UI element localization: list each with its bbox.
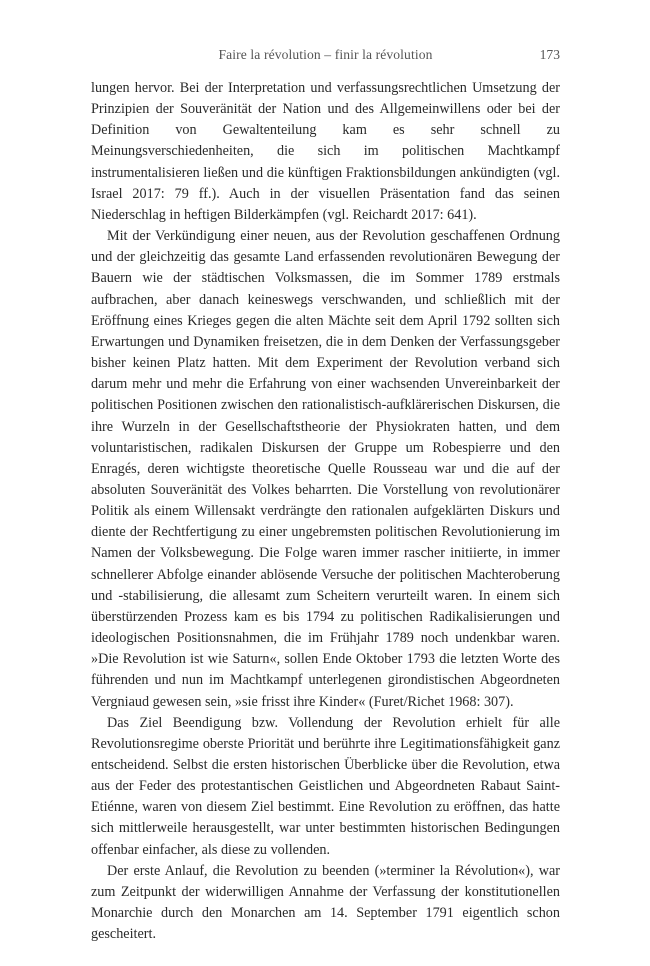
body-text (91, 78, 560, 945)
paragraph-1: lungen hervor. Bei der Interpretation und verfassungsrechtlichen Umsetzung der Prinzipien der Souveränität der Nation und des Allgemeinwillens oder bei der Definition von Gewaltenteilung kam es sehr schnell zu Meinungsverschiedenheiten, die sich im politischen Machtkampf instrumentalisieren ließen und die künftigen Fraktionsbildungen ankündigten (vgl. Israel 2017: 79 ff.). Auch in der visuellen Präsentation fand das seinen Niederschlag in heftigen Bilderkämpfen (vgl. Reichardt 2017: 641). (91, 80, 560, 223)
running-head-title: Faire la révolution – finir la révolution (218, 47, 433, 62)
running-head (91, 47, 560, 67)
paragraph-3: Das Ziel Beendigung bzw. Vollendung der Revolution erhielt für alle Revolutionsregime oberste Priorität und berührte ihre Legitimationsfähigkeit ganz entscheidend. Selbst die ersten historischen Überblicke über die Revolution, etwa aus der Feder des protestantischen Geistlichen und Abgeordneten Rabaut Saint-Etiénne, waren von diesem Ziel bestimmt. Eine Revolution zu eröffnen, das hatte sich mittlerweile herausgestellt, war unter bestimmten historischen Bedingungen offenbar einfacher, als diese zu vollenden. (91, 714, 560, 858)
page-number: 173 (539, 47, 560, 62)
paragraph-4: Der erste Anlauf, die Revolution zu beenden (»terminer la Révolution«), war zum Zeitpunkt der widerwilligen Annahme der Verfassung der konstitutionellen Monarchie durch den Monarchen am 14. September 1791 eigentlich schon gescheitert. (91, 862, 560, 943)
paragraph-2: Mit der Verkündigung einer neuen, aus der Revolution geschaffenen Ordnung und der gleichzeitig das gesamte Land erfassenden revolutionären Bewegung der Bauern wie der städtischen Volksmassen, die im Sommer 1789 erstmals aufbrachen, aber danach keineswegs verschwanden, und schließlich mit der Eröffnung eines Krieges gegen die alten Mächte seit dem April 1792 sollten sich Erwartungen und Dynamiken freisetzen, die in dem Denken der Verfassungsgeber bisher keinen Platz hatten. Mit dem Experiment der Revolution verband sich darum mehr und mehr die Erfahrung von einer wachsenden Unvereinbarkeit der politischen Positionen zwischen den rationalistisch-aufklärerischen Diskursen, die ihre Wurzeln in der Gesellschaftstheorie der Physiokraten hatten, und dem voluntaristischen, radikalen Diskursen der Gruppe um Robespierre und den Enragés, deren wichtigste theoretische Quelle Rousseau war und die auf der absoluten Souveränität des Volkes beharrten. Die Vorstellung von revolutionärer Politik als einem Willensakt verdrängte den rationalen aufgeklärten Diskurs und diente der Rechtfertigung zu einer ungebremsten politischen Revolutionierung im Namen der Volksbewegung. Die Folge waren immer rascher initiierte, in immer schnellerer Abfolge einander ablösende Versuche der politischen Machteroberung und -stabilisierung, die allesamt zum Scheitern verurteilt waren. In einem sich überstürzenden Prozess kam es bis 1794 zu politischen Radikalisierungen und ideologischen Positionsnahmen, die im Frühjahr 1789 noch undenkbar waren. »Die Revolution ist wie Saturn«, sollen Ende Oktober 1793 die letzten Worte des führenden und nun im Machtkampf unterlegenen girondistischen Abgeordneten Vergniaud gewesen sein, »sie frisst ihre Kinder« (Furet/Richet 1968: 307). (91, 228, 560, 710)
